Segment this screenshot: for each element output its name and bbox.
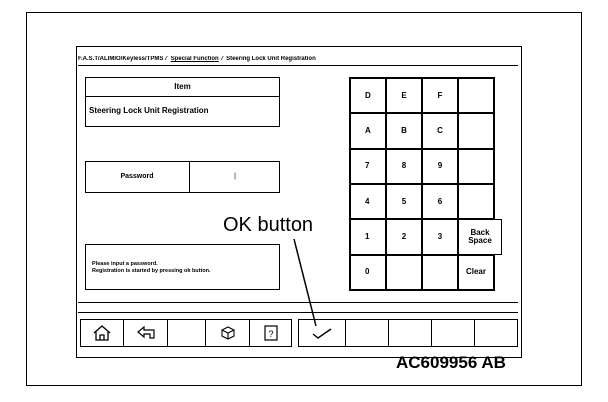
ok-button-callout: OK button	[223, 214, 314, 236]
password-field[interactable]: |	[234, 173, 236, 180]
key-9[interactable]: 9	[422, 149, 458, 184]
key-backspace[interactable]: Back Space	[458, 219, 502, 254]
breadcrumb-root[interactable]: F.A.S.T/ALIMIO/Keyless/TPMS	[78, 56, 164, 62]
key-clear[interactable]: Clear	[458, 255, 494, 290]
key-2[interactable]: 2	[386, 219, 422, 254]
item-header: Item	[85, 77, 280, 97]
key-e[interactable]: E	[386, 78, 422, 113]
password-label: Password	[85, 161, 190, 193]
key-7[interactable]: 7	[350, 149, 386, 184]
key-5[interactable]: 5	[386, 184, 422, 219]
key-b[interactable]: B	[386, 113, 422, 148]
item-value: Steering Lock Unit Registration	[89, 106, 209, 115]
key-1[interactable]: 1	[350, 219, 386, 254]
key-6[interactable]: 6	[422, 184, 458, 219]
breadcrumb: F.A.S.T/ALIMIO/Keyless/TPMS/ Special Function/ Steering Lock Unit Registration	[78, 56, 316, 62]
breadcrumb-special-function[interactable]: Special Function	[170, 56, 219, 62]
key-8[interactable]: 8	[386, 149, 422, 184]
breadcrumb-current: Steering Lock Unit Registration	[226, 56, 316, 62]
message-line-2: Registration is started by pressing ok button.	[92, 268, 211, 274]
figure-id: AC609956 AB	[396, 353, 506, 372]
svg-text:?: ?	[267, 329, 274, 339]
key-a[interactable]: A	[350, 113, 386, 148]
key-c[interactable]: C	[422, 113, 458, 148]
key-0[interactable]: 0	[350, 255, 386, 290]
key-3[interactable]: 3	[422, 219, 458, 254]
key-f[interactable]: F	[422, 78, 458, 113]
message-line-1: Please input a password.	[92, 261, 158, 267]
key-4[interactable]: 4	[350, 184, 386, 219]
key-d[interactable]: D	[350, 78, 386, 113]
